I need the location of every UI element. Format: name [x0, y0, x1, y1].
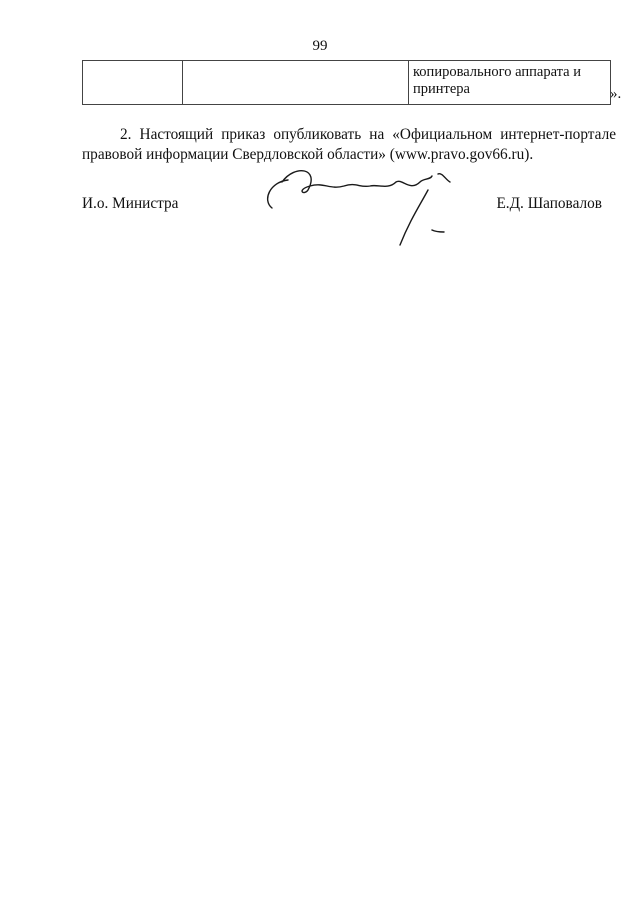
table-cell-2 [183, 61, 409, 105]
table-row [83, 61, 611, 105]
closing-quote: ». [610, 86, 622, 102]
signer-name: Е.Д. Шаповалов [496, 195, 602, 212]
publication-paragraph: 2. Настоящий приказ опубликовать на «Официальном интернет-портале правовой информации Свердловской области» (www.pravo.gov66.ru). [82, 126, 616, 163]
signer-title: И.о. Министра [82, 195, 179, 212]
doc-table [82, 60, 611, 105]
page-number: 99 [312, 38, 328, 54]
table-cell-1 [83, 61, 183, 105]
table-cell-3: копировального аппарата и принтера [409, 61, 611, 105]
continuation-table [82, 60, 610, 105]
signature-row [82, 195, 602, 215]
